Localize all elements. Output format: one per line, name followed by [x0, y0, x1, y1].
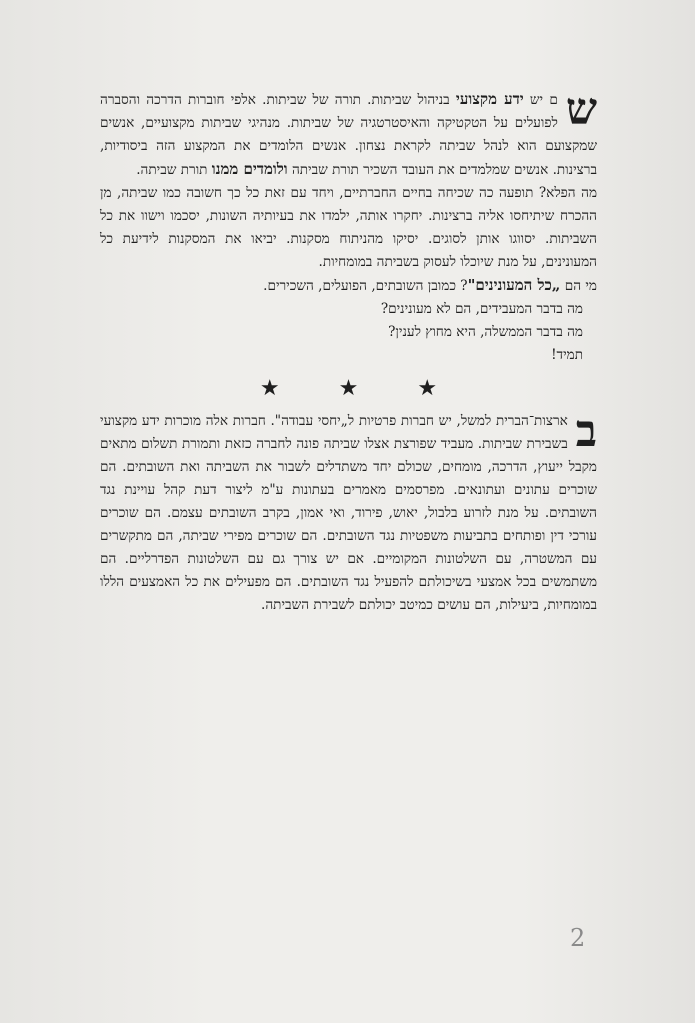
- emphasized-text: „כל המעונינים": [467, 276, 561, 294]
- section-divider-stars: ★ ★ ★: [259, 376, 464, 401]
- quote-line: תמיד!: [551, 347, 583, 363]
- paragraph-3: [100, 274, 597, 298]
- text-run: מי הם: [560, 278, 597, 294]
- text-run: ? כמובן השובתים, הפועלים, השכירים.: [263, 278, 468, 294]
- paragraph-4: [100, 406, 597, 617]
- paragraph-2: מה הפלא? תופעה כה שכיחה בחיים החברתיים, ויחד עם זאת כל כך חשובה כמו שביתה, מן ההכרח שיתיחסו אליה ברצינות. יחקרו אותה, ילמדו את בעיותיה השונות, יסכמו וישוו את כל השביתות. יסווגו אותן לסוגים. יסיקו מהניתוח מסקנות. יביאו את המסקנות לידיעת כל המעונינים, על מנת שיוכלו לעסוק בשביתה במומחיות.: [100, 185, 597, 270]
- body-text: [100, 84, 597, 617]
- quote-line: מה בדבר הממשלה, היא מחוץ לענין?: [388, 324, 583, 340]
- emphasized-text: ולומדים ממנו: [211, 160, 288, 178]
- text-run: ארצות־הברית למשל, יש חברות פרטיות ל„יחסי עבודה". חברות אלה מוכרות ידע מקצועי בשבירת שביתות. מעביד שפורצת אצלו שביתה פונה לחברה כזאת ותמורת תשלום מתאים מקבל ייעוץ, הדרכה, מומחים, שכולם יחד משתדלים לשבור את השביתה ואת השובתים. הם שוכרים עתונים ועתונאים. מפרסמים מאמרים בעתונות ע"מ ליצור דעת קהל עויינת נגד השובתים. על מנת לזרוע בלבול, יאוש, פירוד, ואי אמון, בקרב השובתים עצמם. הם שוכרים עורכי דין ופותחים בתביעות משפטיות נגד השובתים. הם שוכרים מפירי שביתה, הם מתקשרים עם המשטרה, עם השלטונות המקומיים. אם יש צורך גם עם השלטונות הפדרליים. הם משתמשים בכל אמצעי בשיכולתם להפעיל נגד השובתים. הם מפעילים את כל האמצעים הללו במומחיות, ביעילות, הם עושים כמיטב יכולתם לשבירת השביתה.: [100, 413, 597, 613]
- drop-cap-letter: ש: [565, 84, 597, 135]
- quote-line: מה בדבר המעבידים, הם לא מעונינים?: [380, 301, 583, 317]
- drop-cap-letter: ב: [575, 406, 597, 457]
- text-run: בניהול שביתות. תורה של שביתות. אלפי חוברות הדרכה והסברה לפועלים על הטקטיקה והאיסטרטגיה של שביתות. מנהיגי שביתות מקצועיים, אנשים שמקצועם הוא לנהל שביתה לקראת נצחון. אנשים הלומדים את המקצוע הזה ביסודיות, ברצינות. אנשים שמלמדים את העובד השכיר תורת שביתה: [100, 92, 597, 178]
- paragraph-1: [100, 84, 597, 182]
- text-run: תורת שביתה.: [136, 162, 212, 178]
- page-number: 2: [570, 924, 586, 952]
- emphasized-text: ידע מקצועי: [455, 90, 524, 108]
- text-run: ם יש: [523, 92, 558, 108]
